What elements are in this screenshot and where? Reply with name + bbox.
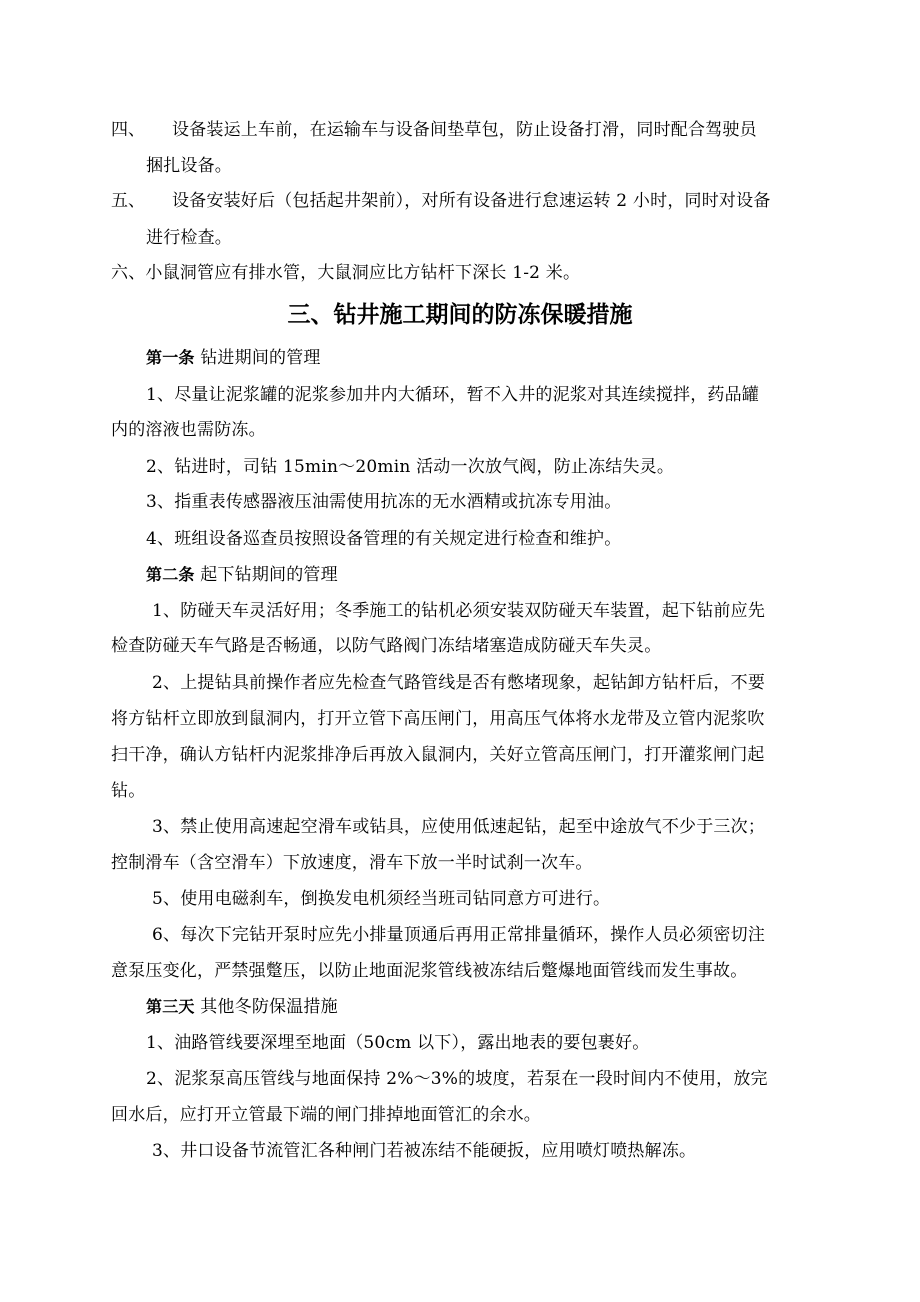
section-title: 三、钻井施工期间的防冻保暖措施 [287,302,633,328]
article-3-heading [146,997,338,1017]
article-1-p1-line-1: 1、尽量让泥浆罐的泥浆参加井内大循环，暂不入井的泥浆对其连续搅拌，药品罐 [146,385,760,405]
article-3-label: 第三天 [146,997,195,1016]
article-2-label: 第二条 [146,565,195,584]
article-1-label: 第一条 [146,348,195,367]
article-2-p6-line-1: 6、每次下完钻开泵时应先小排量顶通后再用正常排量循环，操作人员必须密切注 [152,925,766,945]
article-1-heading [146,348,321,368]
article-2-p1-line-2: 检查防碰天车气路是否畅通，以防气路阀门冻结堵塞造成防碰天车失灵。 [111,636,662,656]
article-3-title: 其他冬防保温措施 [200,997,338,1017]
article-1-p4: 4、班组设备巡查员按照设备管理的有关规定进行检查和维护。 [146,529,622,549]
article-2-title: 起下钻期间的管理 [200,565,338,585]
article-3-p1: 1、油路管线要深埋至地面（50cm 以下），露出地表的要包裹好。 [146,1033,650,1053]
article-2-p5: 5、使用电磁刹车，倒换发电机须经当班司钻同意方可进行。 [152,889,611,909]
article-2-p2-line-3: 扫干净，确认方钻杆内泥浆排净后再放入鼠洞内，关好立管高压闸门，打开灌浆闸门起 [111,745,765,765]
article-1-p2: 2、钻进时，司钻 15min～20min 活动一次放气阀，防止冻结失灵。 [146,457,675,477]
item-five-number: 五、 [111,191,145,211]
item-four-line-1: 设备装运上车前，在运输车与设备间垫草包，防止设备打滑，同时配合驾驶员 [172,120,757,140]
article-1-p3: 3、指重表传感器液压油需使用抗冻的无水酒精或抗冻专用油。 [146,492,622,512]
item-five-line-2: 进行检查。 [146,228,232,248]
article-2-p3-line-1: 3、禁止使用高速起空滑车或钻具，应使用低速起钻，起至中途放气不少于三次； [152,817,766,837]
item-four-line-2: 捆扎设备。 [146,156,232,176]
article-2-p6-line-2: 意泵压变化，严禁强蹩压，以防止地面泥浆管线被冻结后蹩爆地面管线而发生事故。 [111,961,748,981]
article-2-p3-line-2: 控制滑车（含空滑车）下放速度，滑车下放一半时试刹一次车。 [111,853,593,873]
article-1-p1-line-2: 内的溶液也需防冻。 [111,420,266,440]
article-2-p2-line-2: 将方钻杆立即放到鼠洞内，打开立管下高压闸门，用高压气体将水龙带及立管内泥浆吹 [111,709,765,729]
article-2-p2-line-1: 2、上提钻具前操作者应先检查气路管线是否有憋堵现象，起钻卸方钻杆后，不要 [152,673,766,693]
article-2-p1-line-1: 1、防碰天车灵活好用；冬季施工的钻机必须安装双防碰天车装置，起下钻前应先 [152,601,766,621]
item-five-line-1: 设备安装好后（包括起井架前），对所有设备进行怠速运转 2 小时，同时对设备 [172,191,771,211]
article-2-heading [146,565,338,585]
article-1-title: 钻进期间的管理 [200,348,321,368]
item-four-number: 四、 [111,120,145,140]
article-2-p2-line-4: 钻。 [111,781,146,801]
item-six: 六、小鼠洞管应有排水管，大鼠洞应比方钻杆下深长 1-2 米。 [111,263,581,283]
article-3-p2-line-2: 回水后，应打开立管最下端的闸门排掉地面管汇的余水。 [111,1105,541,1125]
article-3-p2-line-1: 2、泥浆泵高压管线与地面保持 2%～3%的坡度，若泵在一段时间内不使用，放完 [146,1069,768,1089]
article-3-p3: 3、井口设备节流管汇各种闸门若被冻结不能硬扳，应用喷灯喷热解冻。 [152,1141,697,1161]
